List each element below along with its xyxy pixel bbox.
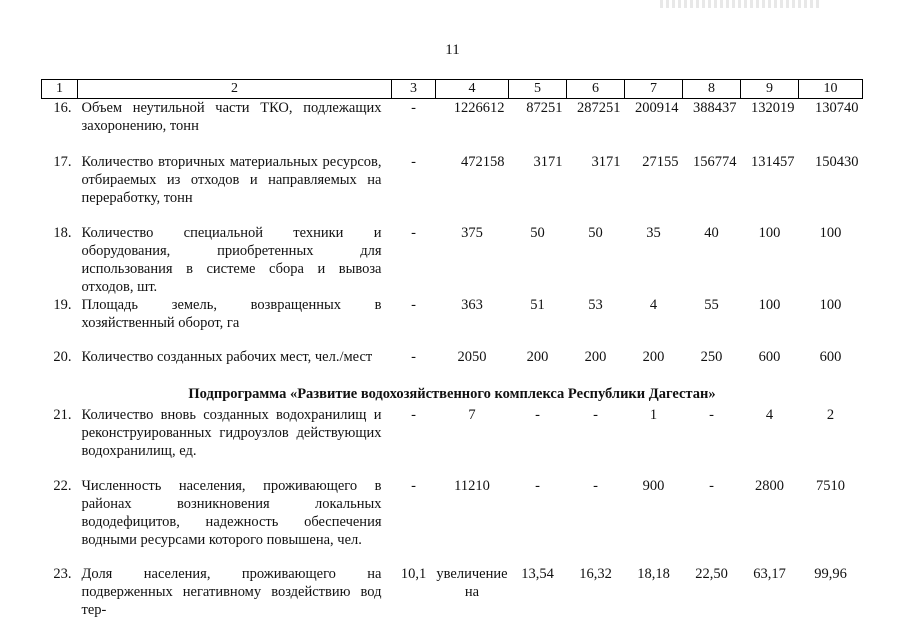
value-cell: 50 — [530, 225, 545, 241]
value-cell: 51 — [530, 297, 545, 313]
value-cell: 40 — [704, 225, 719, 241]
value-cell: 1 — [649, 407, 658, 423]
table-row — [42, 296, 863, 348]
row-number: 20. — [53, 349, 72, 365]
value-cell: - — [593, 478, 598, 494]
indicator-description: Объем неутильной части ТКО, подлежащих захоронению, тонн — [81, 100, 382, 134]
value-cell: 200 — [642, 349, 665, 365]
row-number: 19. — [53, 297, 72, 313]
value-cell: 156774 — [693, 154, 737, 170]
table-row — [42, 565, 863, 619]
value-cell: 200914 — [635, 100, 679, 116]
column-header: 4 — [436, 80, 509, 99]
indicator-description: Количество вновь созданных водохранилищ и реконструированных гидроузлов действующих водохранилищ, ед. — [81, 407, 382, 459]
value-cell: 7510 — [816, 478, 845, 494]
indicator-description: Площадь земель, возвращенных в хозяйственный оборот, га — [81, 297, 382, 331]
indicator-description: Количество специальной техники и оборудования, приобретенных для использования в системе сбора и вывоза отходов, шт. — [81, 225, 382, 295]
value-cell: 600 — [758, 349, 781, 365]
value-cell: 100 — [819, 297, 842, 313]
column-header: 1 — [42, 80, 78, 99]
value-cell: 4 — [649, 297, 658, 313]
value-cell: 11210 — [454, 478, 490, 494]
value-cell: - — [411, 297, 416, 313]
row-number: 23. — [53, 566, 72, 582]
value-cell: увеличение на — [436, 566, 508, 600]
value-cell: 900 — [642, 478, 665, 494]
section-row — [42, 382, 863, 406]
value-cell: 35 — [646, 225, 661, 241]
value-cell: 13,54 — [521, 566, 554, 582]
value-cell: 250 — [700, 349, 723, 365]
value-cell: - — [593, 407, 598, 423]
column-header: 7 — [625, 80, 683, 99]
value-cell: 2800 — [755, 478, 784, 494]
value-cell: - — [411, 407, 416, 423]
value-cell: 2 — [826, 407, 835, 423]
value-cell: 131457 — [751, 154, 795, 170]
value-cell: - — [709, 407, 714, 423]
value-cell: - — [411, 349, 416, 365]
value-cell: 472158 — [461, 154, 505, 170]
value-cell: 10,1 — [400, 566, 427, 582]
table-row — [42, 224, 863, 296]
value-cell: 16,32 — [579, 566, 612, 582]
table-row — [42, 99, 863, 154]
value-cell: 100 — [758, 225, 781, 241]
column-header: 3 — [392, 80, 436, 99]
value-cell: 2050 — [457, 349, 487, 365]
row-number: 22. — [53, 478, 72, 494]
value-cell: - — [535, 478, 540, 494]
column-header: 10 — [799, 80, 863, 99]
table-row — [42, 153, 863, 224]
value-cell: 4 — [765, 407, 774, 423]
value-cell: 7 — [468, 407, 476, 423]
table-row — [42, 348, 863, 382]
indicators-table — [41, 79, 863, 619]
scan-artifact — [660, 0, 820, 8]
indicator-description: Количество созданных рабочих мест, чел./мест — [81, 349, 373, 365]
value-cell: 388437 — [693, 100, 737, 116]
value-cell: 100 — [819, 225, 842, 241]
value-cell: 287251 — [577, 100, 621, 116]
column-header: 5 — [509, 80, 567, 99]
column-header: 6 — [567, 80, 625, 99]
indicator-description: Количество вторичных материальных ресурсов, отбираемых из отходов и направляемых на переработку, тонн — [81, 154, 382, 206]
row-number: 17. — [53, 154, 72, 170]
column-header: 9 — [741, 80, 799, 99]
value-cell: - — [535, 407, 540, 423]
column-header: 8 — [683, 80, 741, 99]
value-cell: 50 — [588, 225, 603, 241]
value-cell: 200 — [584, 349, 607, 365]
indicator-description: Доля населения, проживающего на подверженных негативному воздействию вод тер- — [81, 566, 382, 618]
value-cell: - — [411, 225, 416, 241]
value-cell: - — [709, 478, 714, 494]
value-cell: 87251 — [526, 100, 563, 116]
value-cell: 132019 — [751, 100, 795, 116]
column-header: 2 — [78, 80, 392, 99]
value-cell: - — [411, 478, 416, 494]
subprogram-title: Подпрограмма «Развитие водохозяйственного комплекса Республики Дагестан» — [188, 386, 716, 402]
value-cell: 27155 — [642, 154, 679, 170]
value-cell: 1226612 — [453, 100, 505, 116]
value-cell: 63,17 — [753, 566, 786, 582]
row-number: 18. — [53, 225, 72, 241]
value-cell: 363 — [461, 297, 483, 313]
value-cell: 100 — [758, 297, 781, 313]
row-number: 21. — [53, 407, 72, 423]
value-cell: 55 — [704, 297, 719, 313]
value-cell: 3171 — [533, 154, 563, 170]
value-cell: - — [411, 154, 416, 170]
value-cell: 18,18 — [637, 566, 670, 582]
value-cell: 150430 — [815, 154, 859, 170]
value-cell: 600 — [819, 349, 842, 365]
page-number: 11 — [445, 42, 460, 58]
value-cell: - — [411, 100, 416, 116]
row-number: 16. — [53, 100, 72, 116]
table-row — [42, 477, 863, 565]
table-row — [42, 406, 863, 477]
value-cell: 200 — [526, 349, 549, 365]
value-cell: 99,96 — [814, 566, 847, 582]
value-cell: 53 — [588, 297, 603, 313]
value-cell: 375 — [461, 225, 483, 241]
column-number-row — [42, 80, 863, 99]
indicator-description: Численность населения, проживающего в районах возникновения локальных вододефицитов, надежность обеспечения водными ресурсами которого повышена, чел. — [81, 478, 382, 548]
value-cell: 130740 — [815, 100, 859, 116]
value-cell: 22,50 — [695, 566, 728, 582]
value-cell: 3171 — [591, 154, 621, 170]
